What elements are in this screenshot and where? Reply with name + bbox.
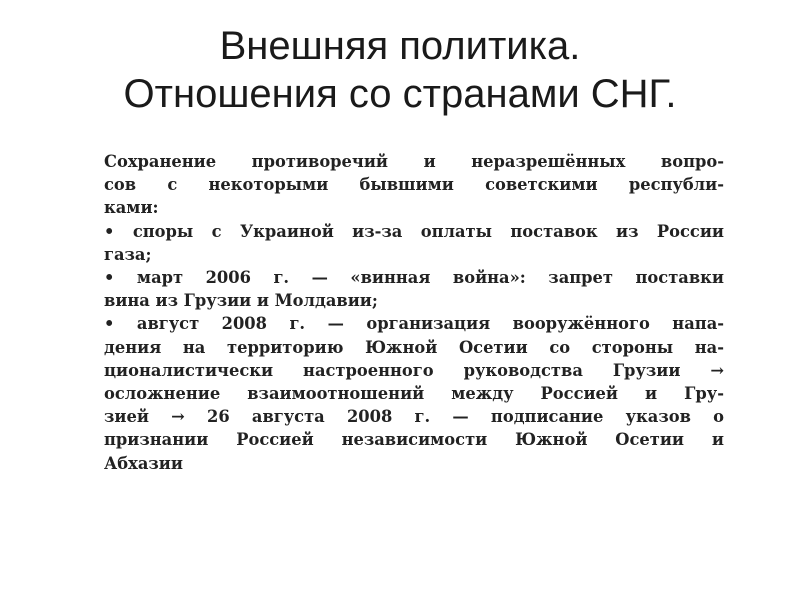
scanned-text-block xyxy=(104,150,724,475)
text-line: зией → 26 августа 2008 г. — подписание указов о xyxy=(104,407,724,427)
title-line-2: Отношения со странами СНГ. xyxy=(123,72,677,116)
text-line: признании Россией независимости Южной Осетии и xyxy=(104,430,724,450)
bullet-item-wine-war: • март 2006 г. — «винная война»: запрет поставки xyxy=(104,268,724,288)
text-line: газа; xyxy=(104,244,152,264)
text-line: осложнение взаимоотношений между Россией и Гру- xyxy=(104,384,724,404)
bullet-item-august-2008: • август 2008 г. — организация вооружённого напа- xyxy=(104,314,724,334)
text-line: Абхазии xyxy=(104,453,183,473)
text-line: вина из Грузии и Молдавии; xyxy=(104,291,378,311)
text-line: Сохранение противоречий и неразрешённых вопро- xyxy=(104,152,724,171)
text-line: дения на территорию Южной Осетии со стороны на- xyxy=(104,337,724,357)
text-line: сов с некоторыми бывшими советскими республи- xyxy=(104,175,724,195)
title-line-1: Внешняя политика. xyxy=(219,24,581,68)
text-line: ционалистически настроенного руководства Грузии → xyxy=(104,360,724,380)
text-line: ками: xyxy=(104,198,159,218)
bullet-item-gas-dispute: • споры с Украиной из-за оплаты поставок из России xyxy=(104,221,724,241)
slide-title xyxy=(0,22,800,118)
